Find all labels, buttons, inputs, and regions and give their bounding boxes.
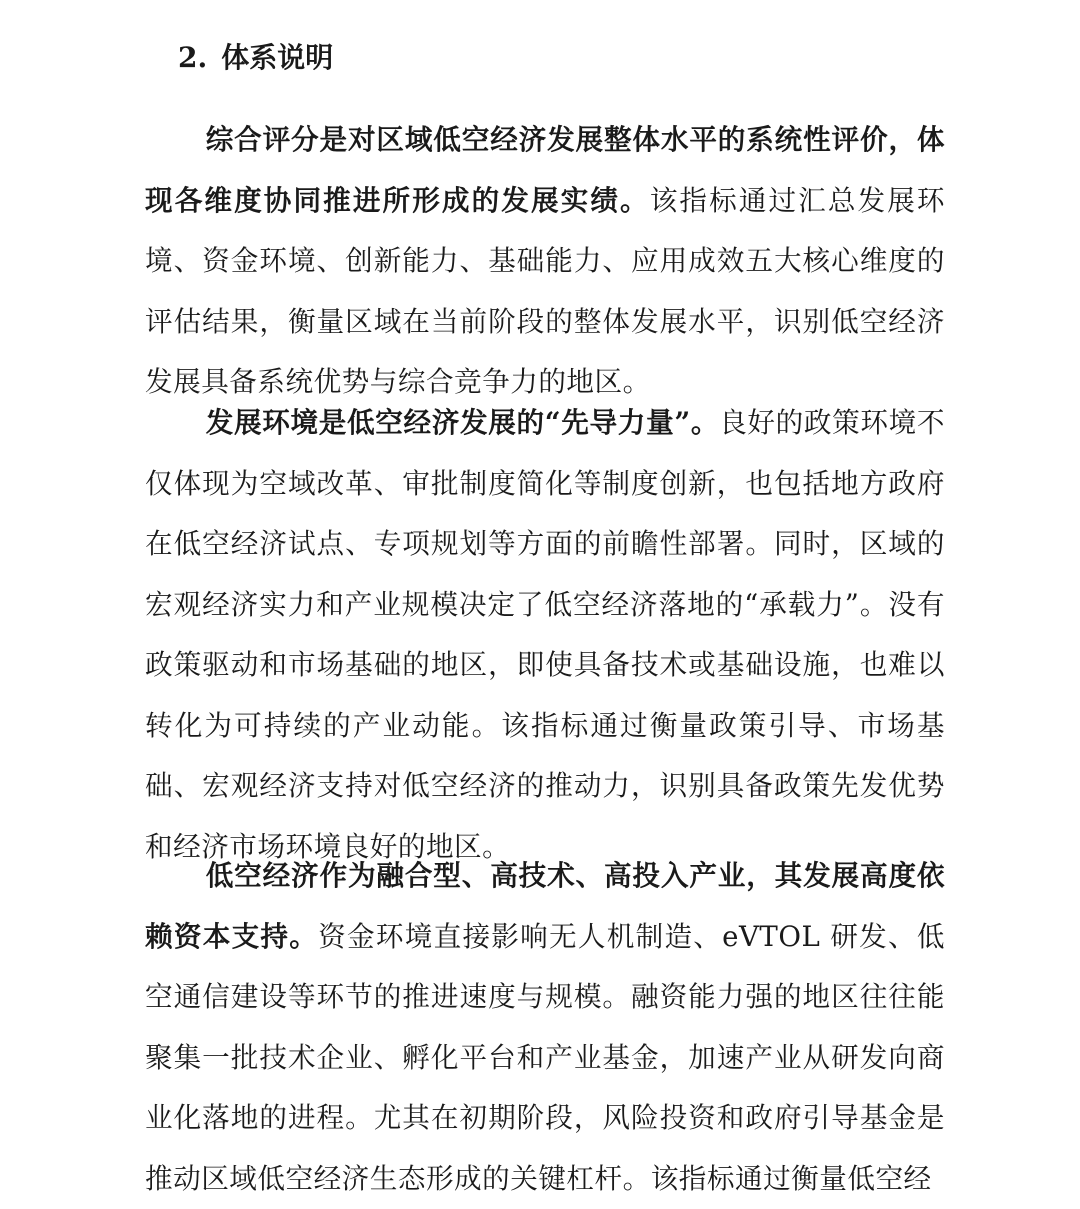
paragraph-bold-lead: 发展环境是低空经济发展的“先导力量”。: [205, 406, 720, 439]
paragraph-body: 该指标通过汇总发展环境、资金环境、创新能力、基础能力、应用成效五大核心维度的评估结果，衡量区域在当前阶段的整体发展水平，识别低空经济发展具备系统优势与综合竞争力的地区。: [145, 183, 945, 398]
section-number: 2.: [178, 41, 208, 74]
section-heading: [178, 38, 333, 78]
paragraph-overall-score: [145, 110, 945, 413]
paragraph-bold-lead: 综合评分是对区域低空经济发展整体水平的系统性评价，体现各维度协同推进所形成的发展实绩。: [145, 123, 945, 217]
paragraph-capital-environment: [145, 846, 945, 1209]
section-title: 体系说明: [221, 41, 334, 74]
paragraph-body: 良好的政策环境不仅体现为空域改革、审批制度简化等制度创新，也包括地方政府在低空经济试点、专项规划等方面的前瞻性部署。同时，区域的宏观经济实力和产业规模决定了低空经济落地的“承载力”。没有政策驱动和市场基础的地区，即使具备技术或基础设施，也难以转化为可持续的产业动能。该指标通过衡量政策引导、市场基础、宏观经济支持对低空经济的推动力，识别具备政策先发优势和经济市场环境良好的地区。: [145, 406, 945, 863]
paragraph-bold-lead: 低空经济作为融合型、高技术、高投入产业，其发展高度依赖资本支持。: [145, 859, 945, 953]
paragraph-body: 资金环境直接影响无人机制造、eVTOL 研发、低空通信建设等环节的推进速度与规模。融资能力强的地区往往能聚集一批技术企业、孵化平台和产业基金，加速产业从研发向商业化落地的进程。尤其在初期阶段，风险投资和政府引导基金是推动区域低空经济生态形成的关键杠杆。该指标通过衡量低空经: [145, 919, 945, 1195]
paragraph-development-environment: [145, 393, 945, 877]
